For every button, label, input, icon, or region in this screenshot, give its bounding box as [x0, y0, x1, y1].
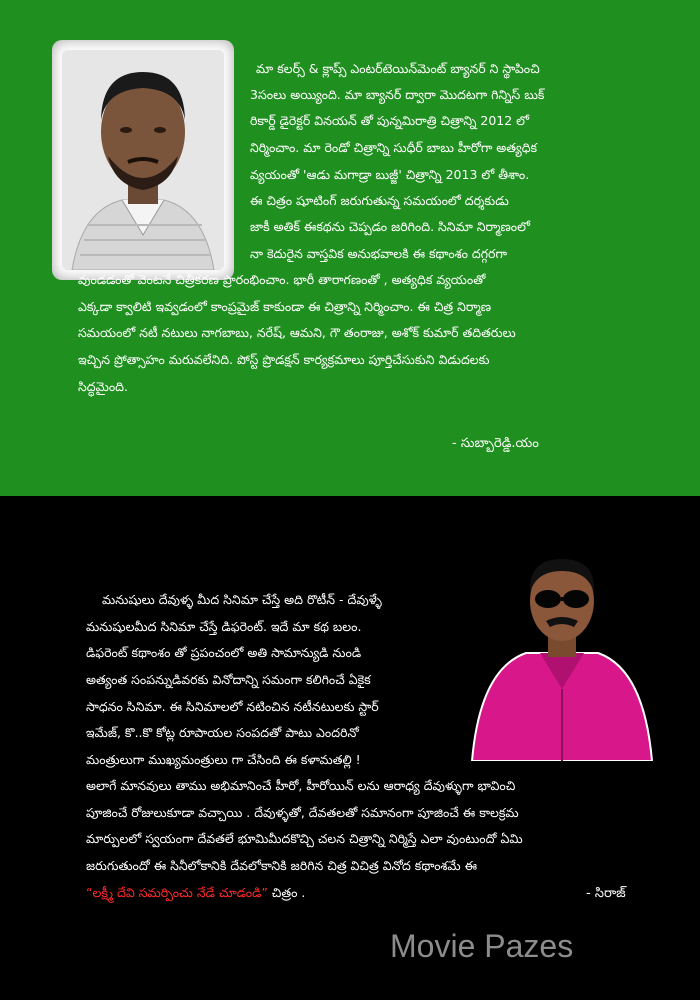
- producer-photo-frame: [52, 40, 234, 280]
- top-line: నా కెదురైన వాస్తవిక అనుభవాలకి ఈ కథాంశం దగ్గరగా: [250, 246, 507, 261]
- watermark-text: Movie Pazes: [390, 928, 574, 964]
- top-line: జాకీ అతిక్ ఈకథను చెప్పడం జరిగింది. సినిమా నిర్మాణంలో: [250, 219, 530, 234]
- bottom-line: పూజించే రోజులుకూడా వచ్చాయి . దేవుళ్ళతో, దేవతలతో సమానంగా పూజించే ఈ కాలక్రమ: [86, 805, 519, 820]
- top-line: సిద్ధమైంది.: [78, 379, 128, 394]
- top-line: నిర్మించాం. మా రెండో చిత్రాన్ని సుధీర్ బాబు హీరోగా అత్యధిక: [250, 140, 538, 155]
- film-title-suffix: చిత్రం .: [267, 885, 306, 900]
- top-line: రికార్డ్ డైరెక్టర్ వినయన్ తో పున్నమిరాత్రి చిత్రాన్ని 2012 లో: [250, 113, 530, 128]
- bottom-last-line: [86, 880, 305, 906]
- top-line: ఎక్కడా క్వాలిటి ఇవ్వడంలో కాంప్రమైజ్ కాకుండా ఈ చిత్రాన్ని నిర్మించాం. ఈ చిత్ర నిర్మాణ: [78, 299, 492, 314]
- bottom-line: మనుషులమీద సినిమా చేస్తే డిఫరెంట్. ఇదే మా కథ బలం.: [86, 619, 362, 634]
- bottom-line: అలాగే మానవులు తాము అభిమానించే హీరో, హీరోయిన్ లను ఆరాధ్య దేవుళ్ళుగా భావించి: [86, 778, 516, 793]
- bottom-line: డిఫరెంట్ కథాంశం తో ప్రపంచంలో అతి సామాన్యుడి నుండి: [86, 645, 362, 660]
- director-photo: [466, 549, 658, 761]
- top-line: 3సంలు అయ్యింది. మా బ్యానర్ ద్వారా మొదటగా గిన్నిస్ బుక్: [250, 87, 545, 102]
- bottom-line: మార్పులలో స్వయంగా దేవతలే భూమిమీదకొచ్చి చలన చిత్రాన్ని నిర్మిస్తే ఎలా వుంటుందో ఏమి: [86, 831, 523, 846]
- bottom-line: ఇమేజ్, కొ..కొ కోట్ల రూపాయల సంపదతో పాటు ఎందరినో: [86, 725, 359, 740]
- producer-photo: [62, 50, 224, 270]
- bottom-signature: - సిరాజ్: [586, 886, 626, 901]
- top-line: సమయంలో నటీ నటులు నాగబాబు, నరేష్, ఆమని, గౌ తంరాజు, అశోక్ కుమార్ తదితరులు: [78, 325, 516, 340]
- bottom-line: మనుషులు దేవుళ్ళ మీద సినిమా చేస్తే అది రొటీన్ - దేవుళ్ళే: [102, 592, 382, 607]
- bottom-line: మంత్రులుగా ముఖ్యమంత్రులు గా చేసింది ఈ కళామతల్లి !: [86, 752, 361, 767]
- bottom-line: అత్యంత సంపన్నుడివరకు వినోదాన్ని సమంగా కలిగించే ఏకైక: [86, 672, 371, 687]
- top-line: మా కలర్స్ & క్లాప్స్ ఎంటర్‌టెయిన్‌మెంట్ బ్యానర్ ని స్థాపించి: [256, 61, 540, 76]
- bottom-line: సాధనం సినిమా. ఈ సినిమాలలో నటించిన నటీనటులకు స్టార్: [86, 699, 379, 714]
- top-line: వ్యయంతో 'ఆడు మగాడ్రా బుజ్జీ' చిత్రాన్ని 2013 లో తీశాం.: [250, 167, 530, 182]
- bottom-line: జరుగుతుందో ఈ సినీలోకానికి దేవలోకానికి జరిగిన చిత్ర విచిత్ర వినోద కథాంశమే ఈ: [86, 858, 478, 873]
- top-signature: - సుబ్బారెడ్డి.యం: [452, 436, 539, 451]
- top-line: ఇచ్చిన ప్రోత్సాహం మరువలేనిది. పోస్ట్ ప్రొడక్షన్ కార్యక్రమాలు పూర్తిచేసుకుని విడుదలకు: [78, 352, 490, 367]
- top-line: ఈ చిత్రం షూటింగ్ జరుగుతున్న సమయంలో దర్శకుడు: [250, 193, 509, 208]
- film-title-highlight: “లక్ష్మీ దేవి సమర్పించు నేడే చూడండి”: [86, 885, 268, 900]
- top-line: వుండడంతో వెంటనే చిత్రీకరణ ప్రారంభించాం. భారీ తారాగణంతో , అత్యధిక వ్యయంతో: [78, 272, 486, 287]
